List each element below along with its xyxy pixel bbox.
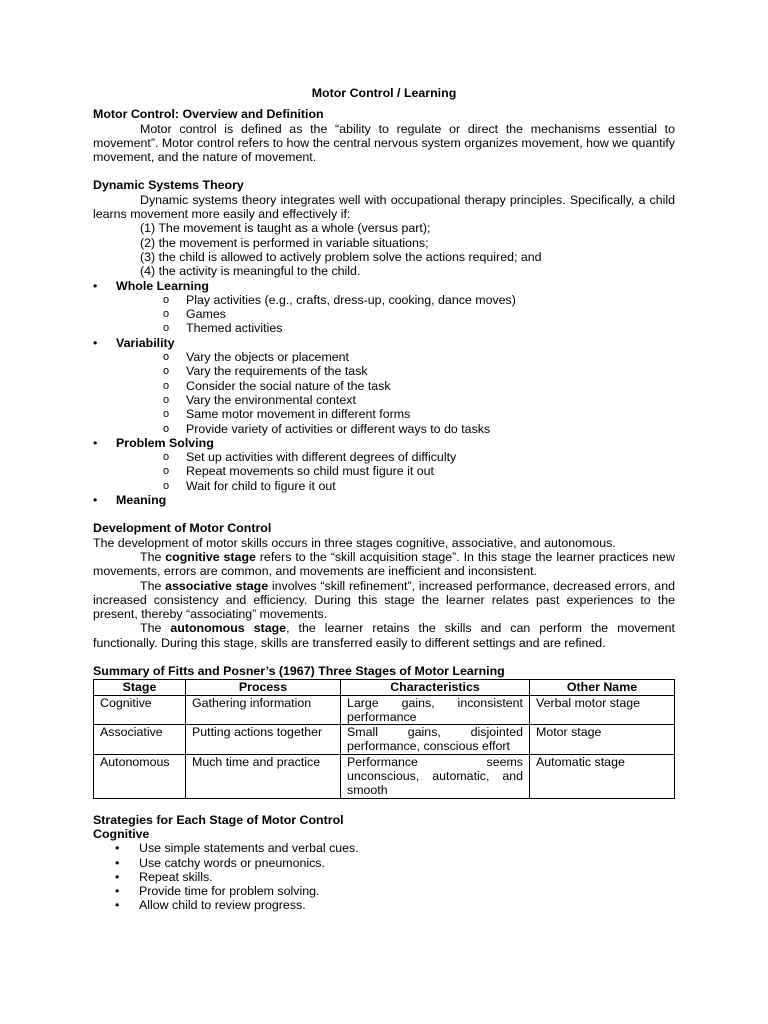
header-cell: Stage: [94, 680, 186, 695]
table-cell: Automatic stage: [530, 754, 675, 798]
dynamic-heading: Dynamic Systems Theory: [93, 178, 244, 193]
dynamic-bullet-list: [93, 279, 675, 508]
numbered-item: (3) the child is allowed to actively problem solve the actions required; and: [140, 249, 542, 264]
development-heading: Development of Motor Control: [93, 521, 272, 536]
table-cell: Cognitive: [94, 695, 186, 725]
bullet-problem-solving: • Problem Solving o Set up activities with different degrees of difficulty o Repeat movements so child must figure it out o Wait for child to figure it out: [93, 436, 675, 493]
sub-item: o Themed activities: [116, 321, 675, 335]
table-cell: Verbal motor stage: [530, 695, 675, 725]
table-row: [94, 695, 675, 725]
table-cell: Associative: [94, 725, 186, 755]
table-cell: Gathering information: [186, 695, 341, 725]
list-item: • Allow child to review progress.: [93, 898, 675, 912]
table-header-row: [94, 680, 675, 695]
sub-item: o Games: [116, 307, 675, 321]
sub-item: o Repeat movements so child must figure it out: [116, 464, 675, 478]
table-cell: Putting actions together: [186, 725, 341, 755]
table-row: [94, 754, 675, 798]
table-cell: Autonomous: [94, 754, 186, 798]
table-cell: Small gains, disjointed performance, conscious effort: [341, 725, 530, 755]
header-cell: Process: [186, 680, 341, 695]
summary-heading: Summary of Fitts and Posner’s (1967) Three Stages of Motor Learning: [93, 663, 505, 678]
list-item: • Use catchy words or pneumonics.: [93, 856, 675, 870]
numbered-item: (4) the activity is meaningful to the child.: [140, 264, 361, 279]
stages-table: [93, 679, 675, 798]
dynamic-paragraph: Dynamic systems theory integrates well with occupational therapy principles. Specifically, a child learns movement more easily and effectively if:: [93, 192, 675, 222]
sub-item: o Consider the social nature of the task: [116, 379, 675, 393]
header-cell: Other Name: [530, 680, 675, 695]
sub-item: o Same motor movement in different forms: [116, 407, 675, 421]
numbered-item: (2) the movement is performed in variable situations;: [140, 235, 429, 250]
cognitive-stage-paragraph: The cognitive stage refers to the “skill acquisition stage”. In this stage the learner practices new movements, errors are common, and movements are inefficient and inconsistent.: [93, 549, 676, 579]
table-cell: Performance seems unconscious, automatic, and smooth: [341, 754, 530, 798]
bullet-whole-learning: • Whole Learning o Play activities (e.g., crafts, dress-up, cooking, dance moves) o Games o Themed activities: [93, 279, 675, 336]
table-cell: Much time and practice: [186, 754, 341, 798]
overview-heading: Motor Control: Overview and Definition: [93, 107, 324, 122]
associative-stage-paragraph: The associative stage involves “skill refinement”, increased performance, decreased errors, and increased consistency and efficiency. During this stage the learner relates past experiences to the present, thereby “associating” movements.: [93, 578, 675, 622]
sub-item: o Wait for child to figure it out: [116, 479, 675, 493]
document-title: Motor Control / Learning: [311, 86, 457, 100]
list-item: • Provide time for problem solving.: [93, 884, 675, 898]
strategies-list: [93, 841, 675, 912]
strategies-subheading: Cognitive: [93, 826, 150, 841]
sub-item: o Vary the objects or placement: [116, 350, 675, 364]
table-row: [94, 725, 675, 755]
sub-item: o Vary the environmental context: [116, 393, 675, 407]
autonomous-stage-paragraph: The autonomous stage, the learner retains the skills and can perform the movement functionally. During this stage, skills are transferred easily to different settings and are refined.: [93, 621, 675, 650]
strategies-heading: Strategies for Each Stage of Motor Control: [93, 812, 344, 827]
bullet-meaning: • Meaning: [93, 493, 675, 507]
bullet-variability: • Variability o Vary the objects or placement o Vary the requirements of the task o Consider the social nature of the task o Vary the environmental context o Same motor movement in different forms o Provide variety of activities or different ways to do tasks: [93, 336, 675, 436]
table-cell: Motor stage: [530, 725, 675, 755]
table-cell: Large gains, inconsistent performance: [341, 695, 530, 725]
numbered-item: (1) The movement is taught as a whole (versus part);: [140, 221, 431, 236]
sub-item: o Set up activities with different degrees of difficulty: [116, 450, 675, 464]
overview-paragraph: Motor control is defined as the “ability to regulate or direct the mechanisms essential to movement”. Motor control refers to how the central nervous system organizes movement, how we quantify movement, and the nature of movement.: [93, 121, 675, 165]
sub-item: o Play activities (e.g., crafts, dress-up, cooking, dance moves): [116, 293, 675, 307]
list-item: • Use simple statements and verbal cues.: [93, 841, 675, 855]
development-intro: The development of motor skills occurs in three stages cognitive, associative, and autonomous.: [93, 535, 616, 550]
sub-item: o Vary the requirements of the task: [116, 364, 675, 378]
header-cell: Characteristics: [341, 680, 530, 695]
list-item: • Repeat skills.: [93, 870, 675, 884]
document-page: [93, 86, 675, 913]
sub-item: o Provide variety of activities or different ways to do tasks: [116, 422, 675, 436]
